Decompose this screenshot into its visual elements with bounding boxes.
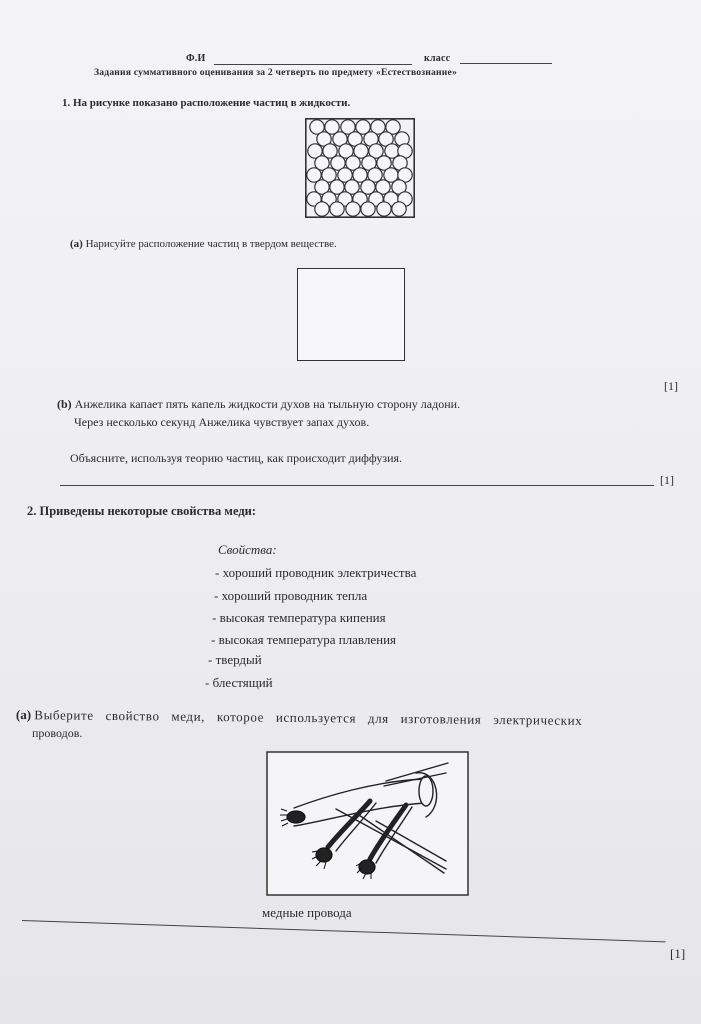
- liquid-particle: [346, 202, 360, 216]
- q1-text: 1. На рисунке показано расположение частиц в жидкости.: [62, 97, 351, 109]
- q1b-explain-text: Объясните, используя теорию частиц, как происходит диффузия.: [70, 451, 403, 465]
- name-blank-line: [214, 64, 412, 65]
- q1b-answer-line[interactable]: [60, 485, 654, 486]
- class-blank-line: [460, 63, 552, 64]
- wires-caption: медные провода: [262, 905, 352, 920]
- q1b-text-line1: Анжелика капает пять капель жидкости духов на тыльную сторону ладони.: [74, 397, 461, 411]
- q1a-label: (a): [70, 238, 83, 250]
- q2-text: 2. Приведены некоторые свойства меди:: [27, 504, 257, 518]
- liquid-particle: [361, 202, 375, 216]
- class-label: класс: [424, 53, 451, 64]
- property-item: - хороший проводник тепла: [214, 588, 368, 603]
- liquid-particle: [315, 202, 329, 216]
- property-item: - твердый: [208, 652, 262, 667]
- q1b-label: (b): [57, 397, 72, 411]
- q1b-mark: [1]: [660, 473, 674, 487]
- worksheet-title: Задания суммативного оценивания за 2 четверть по предмету «Естествознание»: [94, 67, 457, 78]
- name-label: Ф.И: [186, 53, 206, 64]
- q2a-text-line1: Выберите свойство меди, которое используется для изготовления электрических: [34, 707, 583, 728]
- q1b-text-line2: Через несколько секунд Анжелика чувствует запах духов.: [74, 415, 370, 429]
- property-item: - хороший проводник электричества: [215, 565, 417, 580]
- liquid-particles-group: [307, 120, 412, 216]
- q1a-text: Нарисуйте расположение частиц в твердом веществе.: [85, 238, 337, 250]
- copper-wires-figure: [266, 751, 470, 897]
- property-item: - высокая температура плавления: [211, 632, 397, 647]
- liquid-particles-figure: [305, 118, 415, 218]
- q2a-text-line2: проводов.: [32, 726, 83, 740]
- liquid-particle: [330, 202, 344, 216]
- property-item: - высокая температура кипения: [212, 610, 386, 625]
- q2a-label: (a): [15, 707, 32, 723]
- properties-title: Свойства:: [218, 542, 277, 557]
- q2a-mark: [1]: [670, 946, 686, 961]
- liquid-particle: [377, 202, 391, 216]
- q1a-mark: [1]: [664, 379, 678, 393]
- property-item: - блестящий: [205, 675, 273, 690]
- solid-drawing-box[interactable]: [297, 268, 405, 361]
- liquid-particle: [392, 202, 406, 216]
- q2a-answer-line[interactable]: [22, 920, 666, 942]
